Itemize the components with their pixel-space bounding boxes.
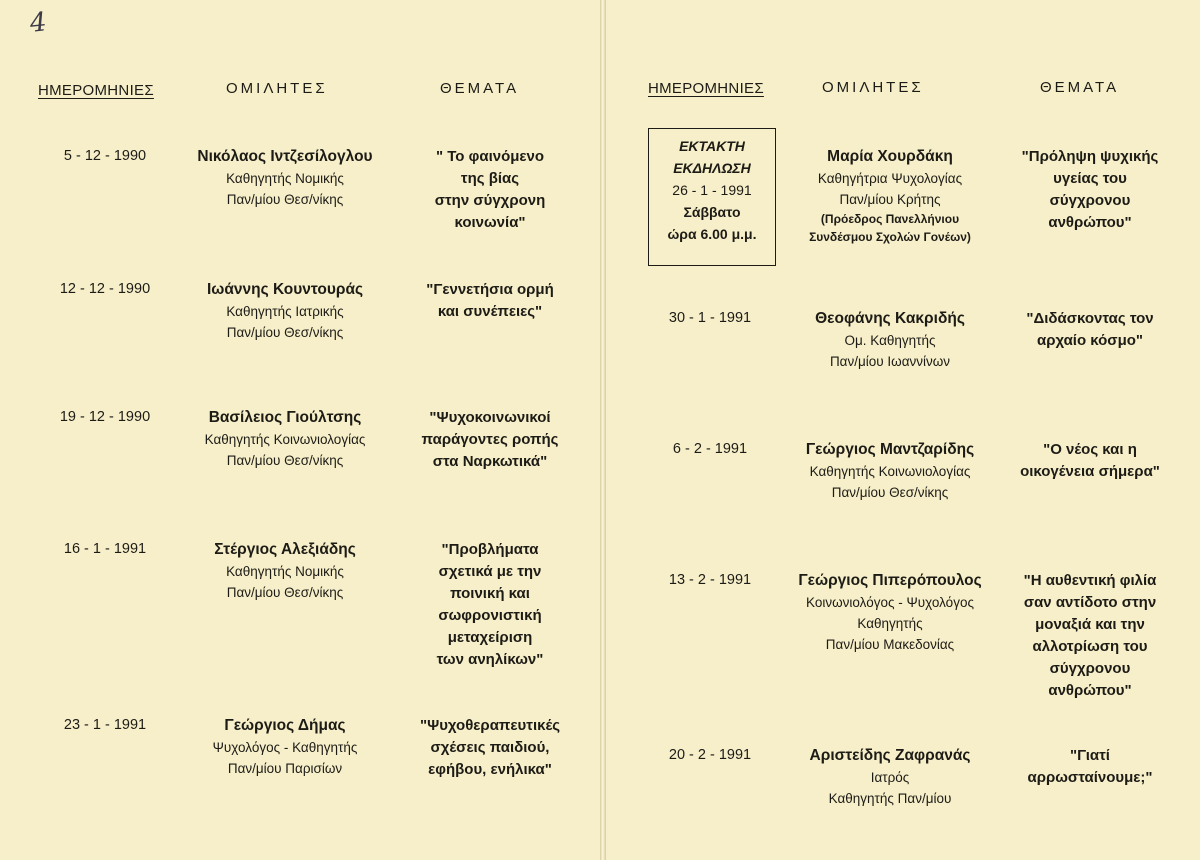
left-entry-speaker-name: Στέργιος Αλεξιάδης [214, 541, 356, 558]
right-entry-speaker-detail: Παν/μίου Ιωαννίνων [829, 354, 951, 369]
special-event-title-1: ΕΚΤΑΚΤΗ [679, 138, 745, 154]
right-entry-topic-line: αρχαίο κόσμο" [1036, 332, 1144, 349]
right-entry-topic [1000, 570, 1180, 702]
special-event-box [648, 128, 776, 266]
right-entry-date: 20 - 2 - 1991 [668, 747, 752, 763]
right-entry-topic-line: ανθρώπου" [1048, 682, 1132, 699]
special-event-speaker-detail: Καθηγήτρια Ψυχολογίας [817, 171, 963, 186]
right-entry-speaker-detail: Παν/μίου Θεσ/νίκης [831, 485, 949, 500]
right-entry-speaker-detail: Ιατρός [870, 770, 910, 785]
left-entry-topic-line: "Γεννετήσια ορμή [426, 281, 554, 298]
left-entry-topic-line: στα Ναρκωτικά" [432, 453, 548, 470]
special-event-time: ώρα 6.00 μ.μ. [667, 226, 757, 242]
left-entry-speaker-detail: Παν/μίου Παρισίων [227, 761, 343, 776]
left-entry-date: 5 - 12 - 1990 [63, 148, 147, 164]
right-entry-date: 13 - 2 - 1991 [668, 572, 752, 588]
left-entry-topic [395, 539, 585, 671]
left-entry-topic-line: "Ψυχοκοινωνικοί [429, 409, 551, 426]
left-entry-speaker [175, 407, 395, 471]
left-entry-speaker-detail: Παν/μίου Θεσ/νίκης [226, 453, 344, 468]
right-entry-topic [1000, 745, 1180, 789]
special-event-day: Σάββατο [683, 204, 741, 220]
right-entry-speaker-detail: Καθηγητής Κοινωνιολογίας [809, 464, 971, 479]
left-entry-topic-line: " Το φαινόμενο [435, 148, 545, 165]
right-entry-topic-line: αλλοτρίωση του [1032, 638, 1148, 655]
right-entry-topic-line: "Διδάσκοντας τον [1026, 310, 1154, 327]
left-entry-speaker [175, 539, 395, 603]
right-entry-speaker-detail: Κοινωνιολόγος - Ψυχολόγος [806, 595, 974, 610]
left-entry-date: 19 - 12 - 1990 [59, 409, 151, 425]
right-entry-speaker-name: Θεοφάνης Κακριδής [815, 310, 965, 327]
left-entry-topic [395, 146, 585, 234]
special-event-topic-line: υγείας του [1053, 170, 1127, 187]
right-entry-speaker-name: Αριστείδης Ζαφρανάς [809, 747, 971, 764]
right-entry-speaker-detail: Καθηγητής Παν/μίου [828, 791, 952, 806]
left-entry-topic-line: κοινωνία" [454, 214, 526, 231]
right-header-dates: ΗΜΕΡΟΜΗΝΙΕΣ [648, 80, 764, 97]
left-entry-speaker-name: Ιωάννης Κουντουράς [206, 281, 364, 298]
right-entry-speaker [780, 439, 1000, 503]
special-event-topic [1000, 146, 1180, 234]
right-entry-speaker [780, 570, 1000, 655]
left-entry-topic-line: μεταχείριση [447, 629, 533, 646]
left-entry-speaker-detail: Ψυχολόγος - Καθηγητής [212, 740, 358, 755]
right-entry-topic-line: σαν αντίδοτο στην [1023, 594, 1157, 611]
right-entry-topic [1000, 308, 1180, 352]
left-entry-topic-line: στην σύγχρονη [434, 192, 546, 209]
right-entry-speaker [780, 745, 1000, 809]
right-entry-speaker-detail: Παν/μίου Μακεδονίας [825, 637, 955, 652]
left-header-speakers: ΟΜΙΛΗΤΕΣ [226, 80, 328, 97]
left-entry-topic-line: παράγοντες ροπής [421, 431, 559, 448]
special-event-title-2: ΕΚΔΗΛΩΣΗ [673, 160, 751, 176]
left-header-topics: ΘΕΜΑΤΑ [440, 80, 520, 97]
left-entry-speaker-detail: Καθηγητής Κοινωνιολογίας [204, 432, 366, 447]
left-entry-date: 12 - 12 - 1990 [59, 281, 151, 297]
left-entry-topic-line: σωφρονιστική [438, 607, 542, 624]
left-entry-topic [395, 407, 585, 473]
left-entry-topic-line: της βίας [460, 170, 520, 187]
left-entry-topic-line: και συνέπειες" [437, 303, 543, 320]
left-header-dates: ΗΜΕΡΟΜΗΝΙΕΣ [38, 82, 154, 99]
right-entry-topic-line: "Η αυθεντική φιλία [1023, 572, 1157, 589]
special-event-topic-line: ανθρώπου" [1048, 214, 1132, 231]
left-entry-speaker [175, 279, 395, 343]
right-entry-topic-line: σύγχρονου [1049, 660, 1131, 677]
right-entry-speaker [780, 308, 1000, 372]
left-entry-speaker-detail: Παν/μίου Θεσ/νίκης [226, 192, 344, 207]
special-event-speaker-detail: Παν/μίου Κρήτης [839, 192, 941, 207]
left-entry-speaker-detail: Παν/μίου Θεσ/νίκης [226, 585, 344, 600]
left-entry-topic-line: των ανηλίκων" [436, 651, 544, 668]
left-entry-topic-line: ποινική και [450, 585, 530, 602]
left-entry-topic [395, 279, 585, 323]
left-entry-speaker [175, 715, 395, 779]
right-entry-speaker-detail: Καθηγητής [857, 616, 923, 631]
special-event-topic-line: σύγχρονου [1049, 192, 1131, 209]
right-entry-date: 30 - 1 - 1991 [668, 310, 752, 326]
special-event-speaker-note: Συνδέσμου Σχολών Γονέων) [809, 230, 971, 244]
special-event-date: 26 - 1 - 1991 [672, 182, 752, 198]
handwritten-page-number: 4 [28, 7, 49, 39]
left-entry-date: 16 - 1 - 1991 [63, 541, 147, 557]
left-entry-speaker-name: Γεώργιος Δήμας [224, 717, 346, 734]
left-entry-speaker-name: Βασίλειος Γιούλτσης [208, 409, 362, 426]
left-entry-date: 23 - 1 - 1991 [63, 717, 147, 733]
left-entry-topic-line: σχέσεις παιδιού, [430, 739, 550, 756]
left-entry-speaker [175, 146, 395, 210]
left-entry-topic-line: σχετικά με την [438, 563, 542, 580]
right-entry-date: 6 - 2 - 1991 [672, 441, 748, 457]
right-entry-topic-line: αρρωσταίνουμε;" [1027, 769, 1153, 786]
right-header-speakers: ΟΜΙΛΗΤΕΣ [822, 79, 924, 96]
special-event-speaker-note: (Πρόεδρος Πανελλήνιου [820, 212, 960, 226]
special-event-speaker-name: Μαρία Χουρδάκη [827, 148, 953, 165]
right-entry-topic [1000, 439, 1180, 483]
left-entry-topic-line: εφήβου, ενήλικα" [428, 761, 552, 778]
left-entry-speaker-detail: Καθηγητής Νομικής [226, 564, 344, 579]
left-entry-topic-line: "Προβλήματα [441, 541, 539, 558]
page-fold [600, 0, 606, 860]
left-entry-topic [395, 715, 585, 781]
right-entry-speaker-detail: Ομ. Καθηγητής [844, 333, 936, 348]
left-entry-speaker-name: Νικόλαος Ιντζεσίλογλου [197, 148, 373, 165]
right-entry-speaker-name: Γεώργιος Μαντζαρίδης [805, 441, 975, 458]
right-header-topics: ΘΕΜΑΤΑ [1040, 79, 1120, 96]
special-event-speaker [785, 146, 995, 246]
left-entry-speaker-detail: Παν/μίου Θεσ/νίκης [226, 325, 344, 340]
right-entry-topic-line: οικογένεια σήμερα" [1020, 463, 1160, 480]
special-event-topic-line: "Πρόληψη ψυχικής [1021, 148, 1159, 165]
left-entry-speaker-detail: Καθηγητής Ιατρικής [226, 304, 344, 319]
right-entry-topic-line: "Γιατί [1070, 747, 1110, 764]
right-entry-topic-line: "Ο νέος και η [1043, 441, 1137, 458]
right-entry-topic-line: μοναξιά και την [1035, 616, 1145, 633]
right-entry-speaker-name: Γεώργιος Πιπερόπουλος [798, 572, 982, 589]
left-entry-topic-line: "Ψυχοθεραπευτικές [419, 717, 561, 734]
left-entry-speaker-detail: Καθηγητής Νομικής [226, 171, 344, 186]
